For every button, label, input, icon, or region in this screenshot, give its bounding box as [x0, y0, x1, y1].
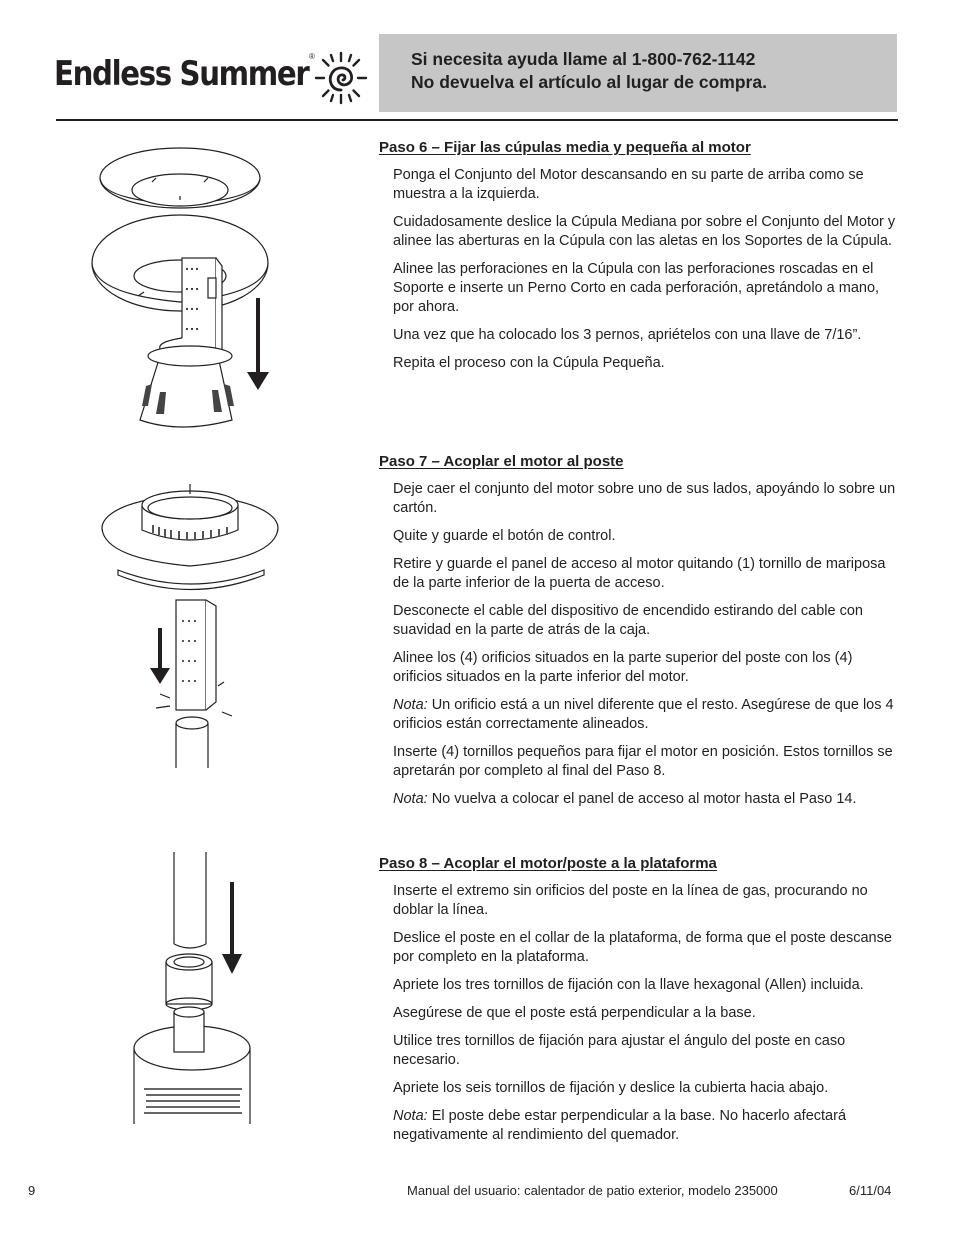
step-8-paragraph-4: Asegúrese de que el poste está perpendicular a la base.: [393, 1005, 756, 1021]
manual-title: Manual del usuario: calentador de patio exterior, modelo 235000: [407, 1183, 778, 1198]
brand-name: Endless Summer: [54, 54, 309, 94]
help-phone-line: Si necesita ayuda llame al 1-800-762-1142: [411, 49, 756, 69]
step-8-paragraph-6: Apriete los seis tornillos de fijación y deslice la cubierta hacia abajo.: [393, 1080, 829, 1096]
note-label: Nota:: [393, 791, 428, 807]
post-platform-attachment-illustration: [128, 852, 260, 1124]
step-6-section: [379, 139, 904, 382]
step-6-paragraph-5: Repita el proceso con la Cúpula Pequeña.: [393, 355, 665, 371]
step-7-note-1: [393, 696, 904, 734]
motor-dome-assembly-illustration: [90, 138, 290, 430]
step-7-section: [379, 453, 904, 818]
publication-date: 6/11/04: [849, 1183, 892, 1198]
help-banner: [379, 34, 897, 112]
step-6-paragraph-1: Ponga el Conjunto del Motor descansando en su parte de arriba como se muestra a la izquierda.: [393, 167, 864, 202]
note-text: El poste debe estar perpendicular a la base. No hacerlo afectará negativamente al rendimiento del quemador.: [393, 1108, 847, 1143]
step-7-paragraph-2: Quite y guarde el botón de control.: [393, 528, 616, 544]
registered-mark: ®: [309, 52, 315, 61]
step-6-paragraph-3: Alinee las perforaciones en la Cúpula con las perforaciones roscadas en el Soporte e inserte un Perno Corto en cada perforación, apretándolo a mano, por ahora.: [393, 261, 880, 315]
step-7-paragraph-5: Alinee los (4) orificios situados en la parte superior del poste con los (4) orificios situados en la parte inferior del motor.: [393, 650, 853, 685]
note-text: Un orificio está a un nivel diferente que el resto. Asegúrese de que los 4 orificios están correctamente alineados.: [393, 697, 894, 732]
step-8-note: [393, 1107, 904, 1145]
brand-logo: [54, 48, 374, 108]
step-8-heading: Paso 8 – Acoplar el motor/poste a la plataforma: [379, 855, 717, 872]
page-number: 9: [28, 1183, 36, 1198]
step-6-heading: Paso 6 – Fijar las cúpulas media y pequeña al motor: [379, 139, 751, 156]
sun-swirl-icon: [313, 50, 369, 106]
motor-post-attachment-illustration: [98, 480, 288, 768]
step-8-section: [379, 855, 904, 1154]
step-7-paragraph-4: Desconecte el cable del dispositivo de encendido estirando del cable con suavidad en la parte de atrás de la caja.: [393, 603, 863, 638]
step-8-paragraph-3: Apriete los tres tornillos de fijación con la llave hexagonal (Allen) incluida.: [393, 977, 864, 993]
return-warning-line: No devuelva el artículo al lugar de compra.: [411, 72, 767, 92]
step-6-paragraph-4: Una vez que ha colocado los 3 pernos, apriételos con una llave de 7/16”.: [393, 327, 862, 343]
step-7-paragraph-3: Retire y guarde el panel de acceso al motor quitando (1) tornillo de mariposa de la parte inferior de la puerta de acceso.: [393, 556, 886, 591]
note-label: Nota:: [393, 1108, 428, 1124]
step-7-paragraph-1: Deje caer el conjunto del motor sobre uno de sus lados, apoyándo lo sobre un cartón.: [393, 481, 896, 516]
step-8-paragraph-2: Deslice el poste en el collar de la plataforma, de forma que el poste descanse por completo en la plataforma.: [393, 930, 892, 965]
step-8-paragraph-5: Utilice tres tornillos de fijación para ajustar el ángulo del poste en caso necesario.: [393, 1033, 846, 1068]
note-text: No vuelva a colocar el panel de acceso al motor hasta el Paso 14.: [427, 791, 857, 807]
header-divider: [56, 119, 898, 121]
step-7-paragraph-6: Inserte (4) tornillos pequeños para fijar el motor en posición. Estos tornillos se apretarán por completo al final del Paso 8.: [393, 744, 893, 779]
step-6-paragraph-2: Cuidadosamente deslice la Cúpula Mediana por sobre el Conjunto del Motor y alinee las aberturas en la Cúpula con las aletas en los Soportes de la Cúpula.: [393, 214, 896, 249]
step-7-note-2: [393, 790, 904, 809]
note-label: Nota:: [393, 697, 428, 713]
step-8-paragraph-1: Inserte el extremo sin orificios del poste en la línea de gas, procurando no doblar la línea.: [393, 883, 868, 918]
step-7-heading: Paso 7 – Acoplar el motor al poste: [379, 453, 624, 470]
